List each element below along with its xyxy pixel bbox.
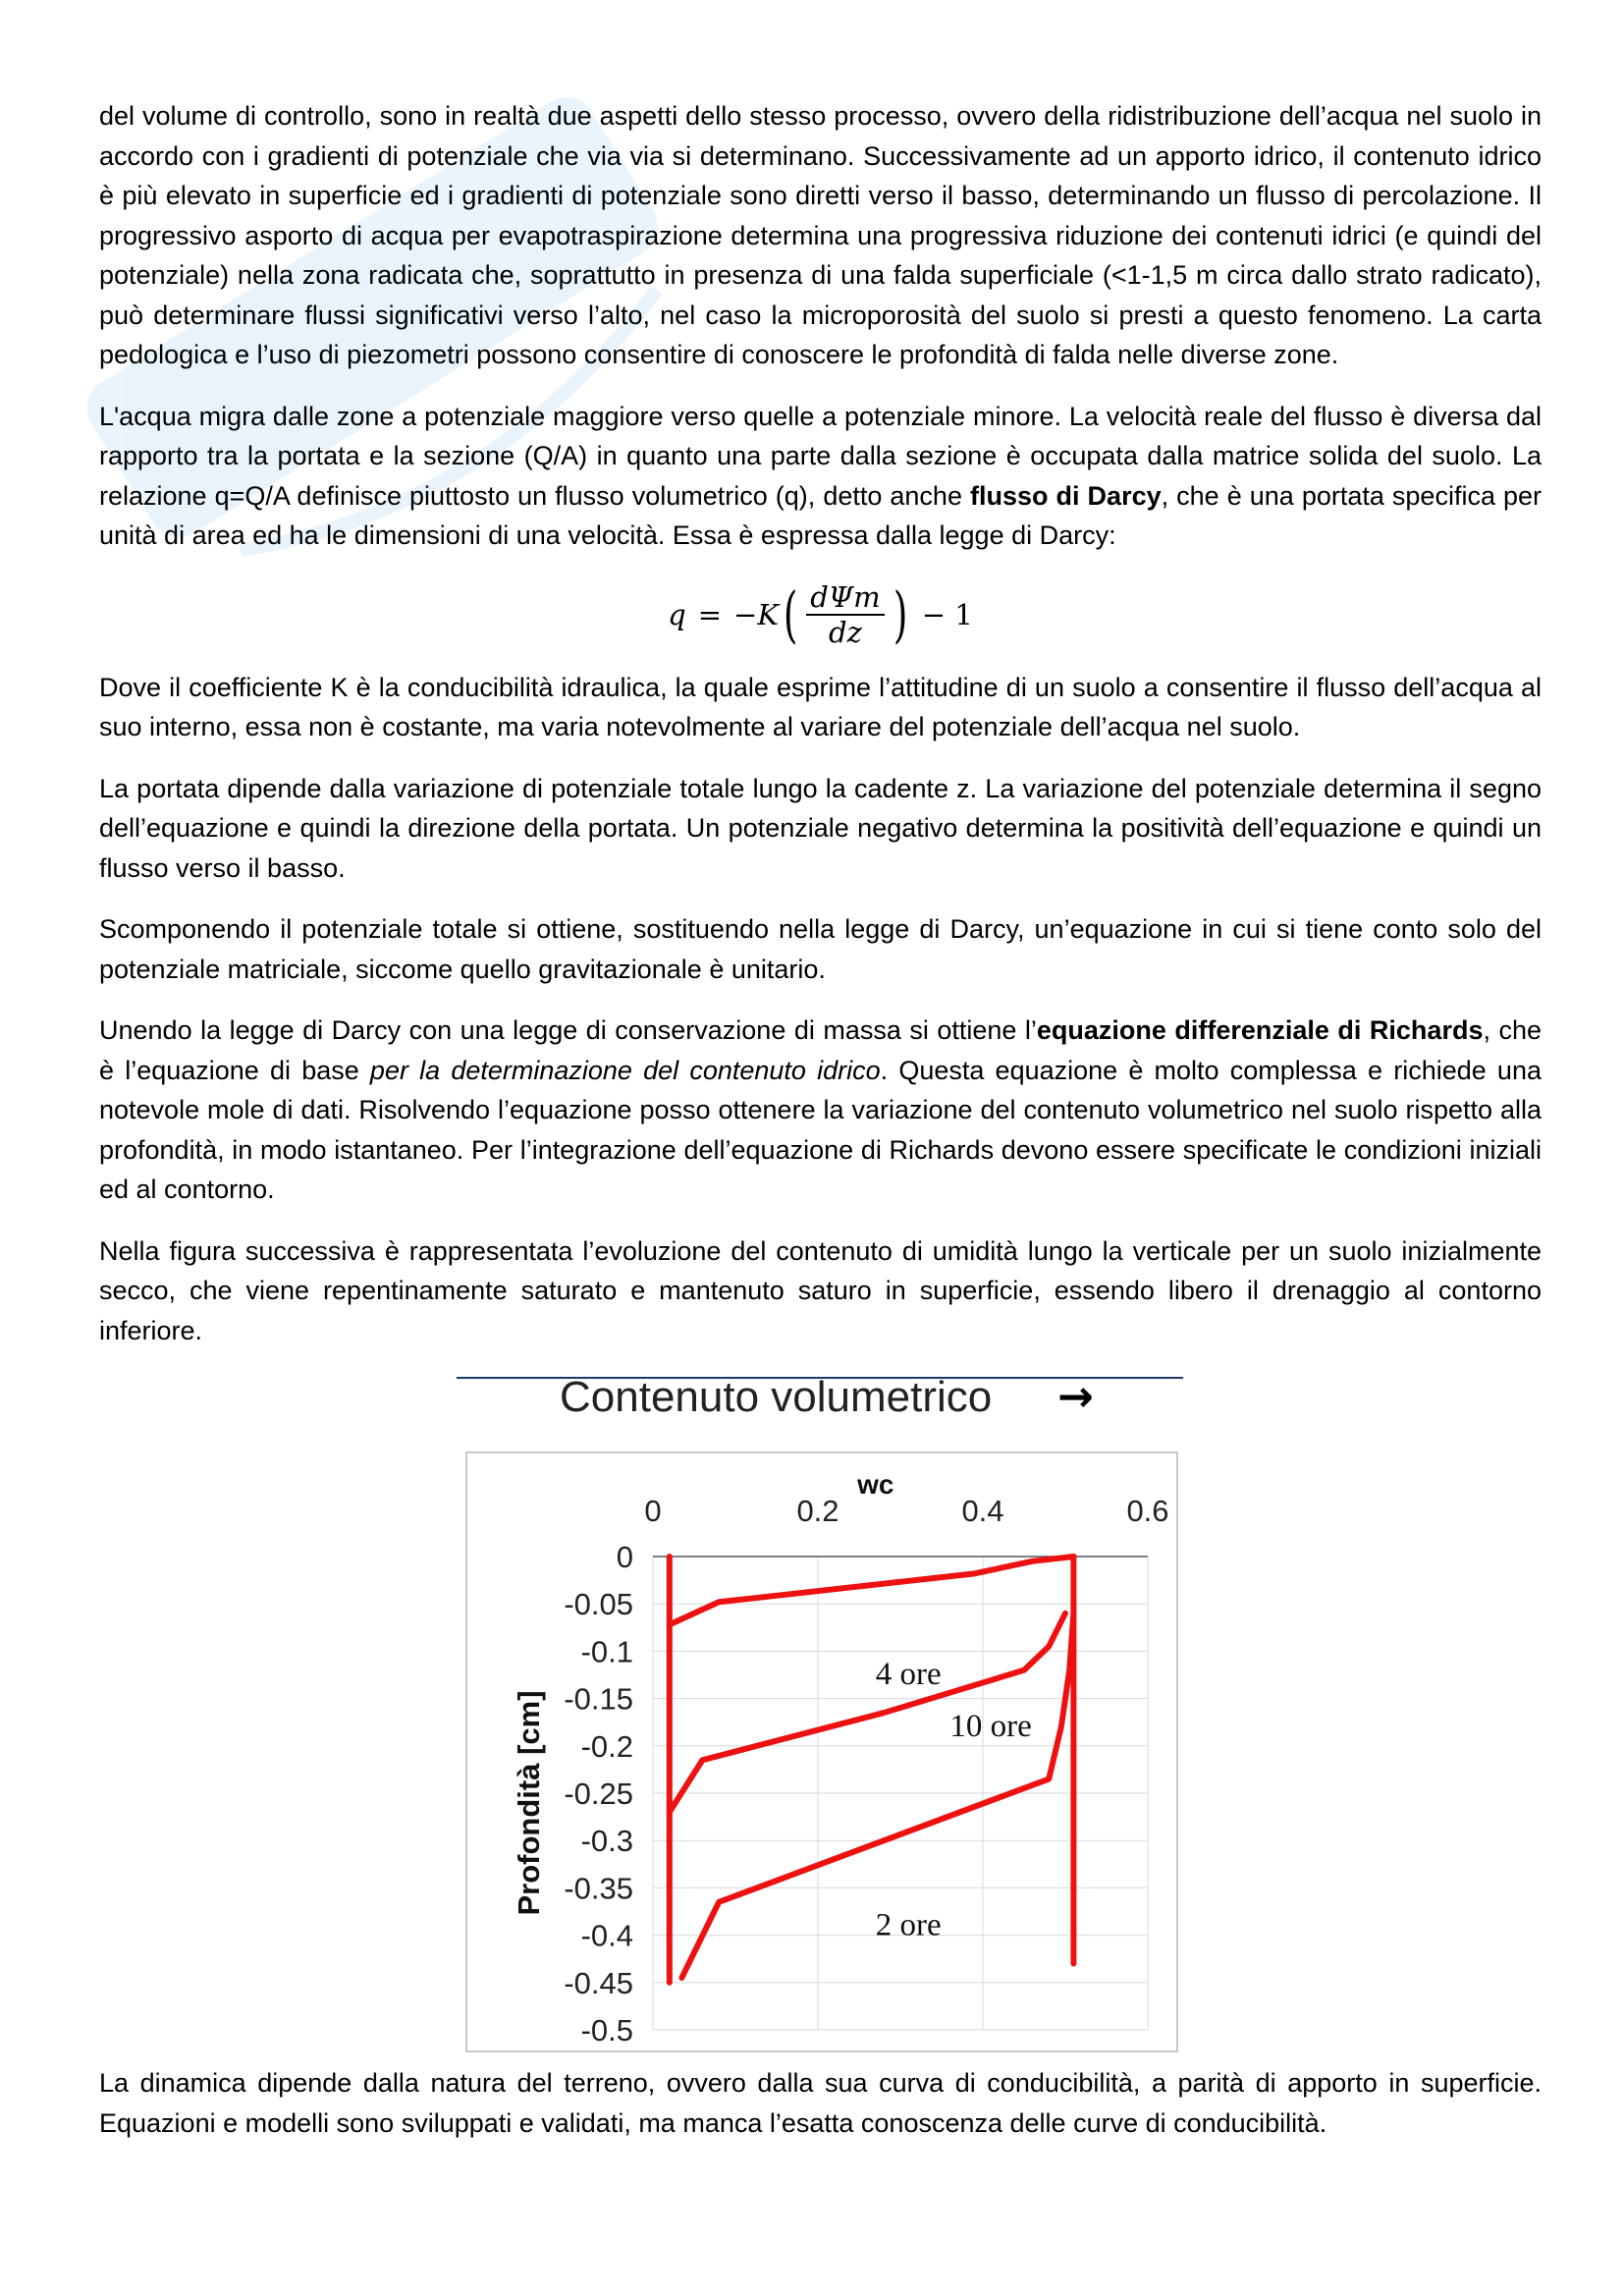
text-segment: . Questa equazione è molto complessa e richiede una notevole mole di dati. Risolvendo l’equazione posso ottenere la variazione del contenuto volumetrico nel suolo rispetto alla profondità, in modo istantaneo. Per l’integrazione dell’equazione di Richards devono essere specificate le condizioni iniziali ed al contorno. [99, 1055, 1542, 1204]
y-tick-label: -0.1 [580, 1634, 633, 1669]
x-tick-label: 0 [644, 1494, 662, 1528]
paragraph [99, 668, 1542, 747]
left-paren: ( [783, 577, 798, 650]
moisture-profile-figure [457, 1372, 1183, 2059]
chart-title: Contenuto volumetrico [560, 1373, 993, 1421]
paragraph [99, 1231, 1542, 1351]
right-paren: ) [893, 577, 908, 650]
formula-tail: − 1 [921, 597, 973, 631]
text-segment: L'acqua migra dalle zone a potenziale maggiore verso quelle a potenziale minore. La velocità reale del flusso è diversa dal rapporto tra la portata e la sezione (Q/A) in quanto una parte dalla sezione è occupata dalla matrice solida del suolo. La relazione q=Q/A definisce piuttosto un flusso volumetrico (q), detto anche [99, 401, 1542, 511]
curve-annotation: 10 ore [949, 1709, 1032, 1745]
x-tick-label: 0.2 [796, 1494, 839, 1528]
formula-coefficient: −K [733, 597, 779, 631]
text-segment: La dinamica dipende dalla natura del terreno, ovvero dalla sua curva di conducibilità, a parità di apporto in superficie. Equazioni e modelli sono sviluppati e validati, ma manca l’esatta conoscenza delle curve di conducibilità. [99, 2068, 1542, 2138]
formula-denominator: dz [829, 615, 862, 649]
paragraph [99, 2063, 1542, 2143]
text-segment: , che è l’equazione di base [99, 1015, 1542, 1085]
y-tick-label: -0.15 [564, 1681, 633, 1717]
y-tick-label: 0 [616, 1540, 633, 1574]
text-segment: Unendo la legge di Darcy con una legge di conservazione di massa si ottiene l’ [99, 1015, 1037, 1045]
y-tick-label: -0.45 [564, 1965, 633, 2000]
x-axis-label: wc [857, 1469, 894, 1500]
curve-annotation: 2 ore [875, 1907, 942, 1943]
text-segment: Dove il coefficiente K è la conducibilità idraulica, la quale esprime l’attitudine di un suolo a consentire il flusso dell’acqua al suo interno, essa non è costante, ma varia notevolmente al variare del potenziale dell’acqua nel suolo. [99, 672, 1542, 741]
y-tick-label: -0.25 [564, 1777, 633, 1811]
text-segment: La portata dipende dalla variazione di potenziale totale lungo la cadente z. La variazione del potenziale determina il segno dell’equazione e quindi la direzione della portata. Un potenziale negativo determina la positività dell’equazione e quindi un flusso verso il basso. [99, 773, 1542, 883]
y-axis-label: Profondità [cm] [512, 1690, 546, 1916]
formula-fraction [806, 580, 885, 649]
paragraph [99, 96, 1542, 375]
text-segment: Scomponendo il potenziale totale si ottiene, sostituendo nella legge di Darcy, un’equazione in cui si tiene conto solo del potenziale matriciale, siccome quello gravitazionale è unitario. [99, 914, 1542, 984]
text-segment: equazione differenziale di Richards [1036, 1015, 1484, 1045]
y-tick-label: -0.2 [580, 1728, 633, 1764]
y-tick-label: -0.4 [580, 1918, 633, 1953]
y-tick-label: -0.3 [580, 1824, 633, 1859]
page-content [99, 96, 1542, 2164]
y-tick-label: -0.05 [564, 1587, 633, 1622]
moisture-profile-chart [457, 1372, 1183, 2059]
paragraph [99, 909, 1542, 989]
darcy-formula [99, 572, 1542, 658]
text-segment: Nella figura successiva è rappresentata l’evoluzione del contenuto di umidità lungo la verticale per un suolo inizialmente secco, che viene repentinamente saturato e mantenuto saturo in superficie, essendo libero il drenaggio al contorno inferiore. [99, 1235, 1542, 1345]
text-segment: del volume di controllo, sono in realtà due aspetti dello stesso processo, ovvero della ridistribuzione dell’acqua nel suolo in accordo con i gradienti di potenziale che via via si determinano. Successivamente ad un apporto idrico, il contenuto idrico è più elevato in superficie ed i gradienti di potenziale sono diretti verso il basso, determinando un flusso di percolazione. Il progressivo asporto di acqua per evapotraspirazione determina una progressiva riduzione dei contenuti idrici (e quindi del potenziale) nella zona radicata che, soprattutto in presenza di una falda superficiale (<1-1,5 m circa dallo strato radicato), può determinare flussi significativi verso l’alto, nel caso la microporosità del suolo si presti a questo fenomeno. La carta pedologica e l’uso di piezometri possono consentire di conoscere le profondità di falda nelle diverse zone. [99, 101, 1542, 369]
formula-equals: = [697, 597, 723, 631]
text-segment: per la determinazione del contenuto idrico [369, 1055, 881, 1085]
text-segment: , che è una portata specifica per unità di area ed ha le dimensioni di una velocità. Essa è espressa dalla legge di Darcy: [99, 480, 1543, 550]
text-segment: flusso di Darcy [970, 480, 1162, 511]
paragraph [99, 1011, 1542, 1210]
title-arrow-icon: → [1057, 1372, 1094, 1422]
x-tick-label: 0.6 [1126, 1494, 1169, 1528]
y-tick-label: -0.35 [564, 1871, 633, 1906]
formula-numerator: dΨm [806, 580, 885, 616]
y-tick-label: -0.5 [580, 2013, 633, 2048]
paragraph [99, 769, 1542, 889]
curve-annotation: 4 ore [875, 1657, 942, 1693]
paragraph [99, 397, 1542, 556]
formula-lhs: q [668, 597, 686, 631]
x-tick-label: 0.4 [961, 1494, 1004, 1528]
